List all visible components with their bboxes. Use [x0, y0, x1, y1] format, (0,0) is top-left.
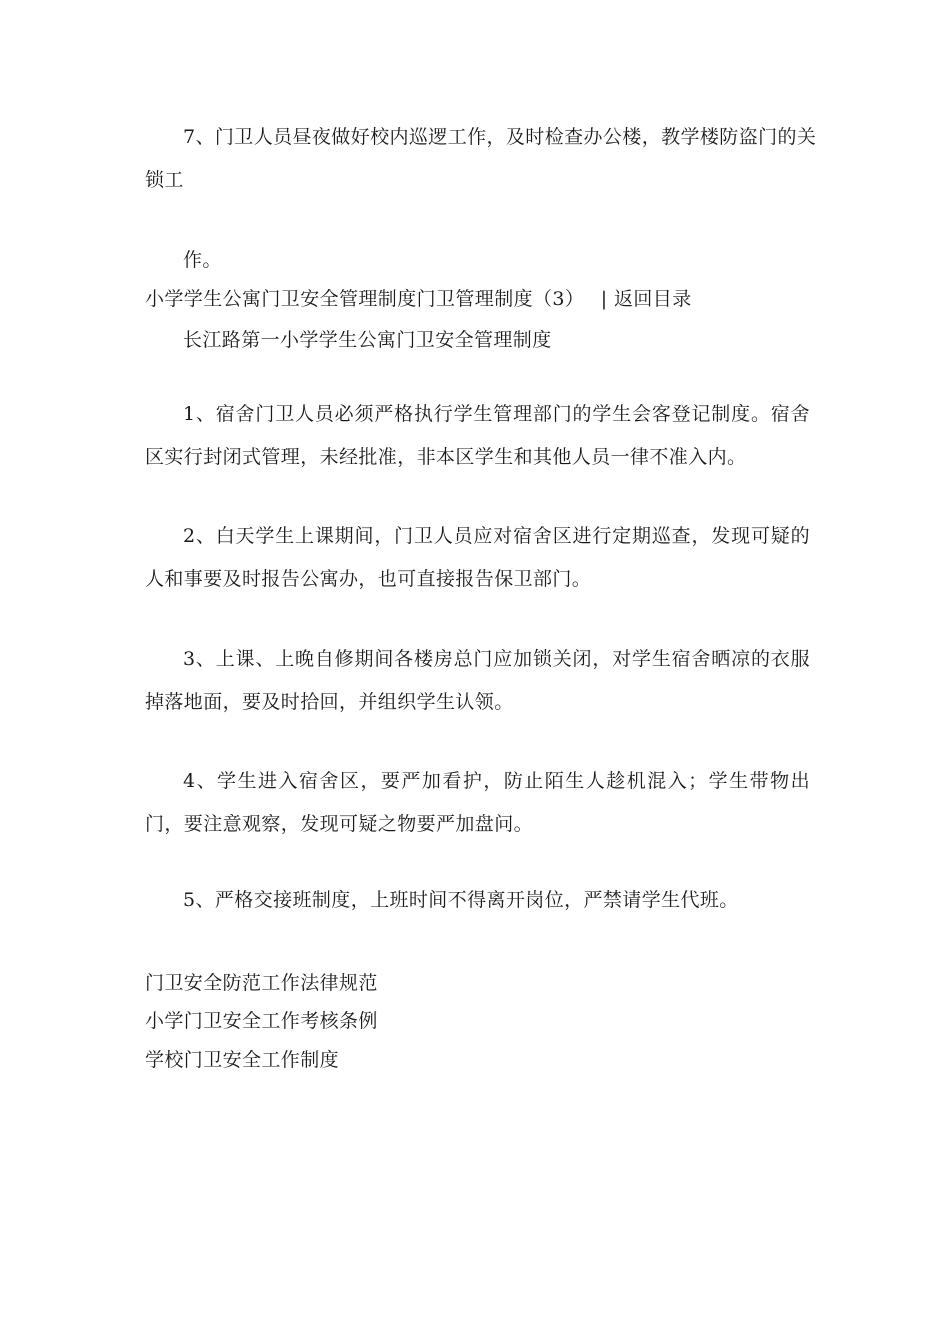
back-to-toc-link[interactable]: | 返回目录	[600, 288, 692, 310]
rule-item-3: 3、上课、上晚自修期间各楼房总门应加锁关闭，对学生宿舍晒凉的衣服掉落地面，要及时拾回，并组织学生认领。	[145, 648, 810, 713]
related-link-2[interactable]: 小学门卫安全工作考核条例	[145, 1010, 378, 1032]
rule-item-5: 5、严格交接班制度，上班时间不得离开岗位，严禁请学生代班。	[183, 889, 739, 911]
rule-item-1: 1、宿舍门卫人员必须严格执行学生管理部门的学生会客登记制度。宿舍区实行封闭式管理，未经批准，非本区学生和其他人员一律不准入内。	[145, 403, 810, 468]
item-7-text-line1: 7、门卫人员昼夜做好校内巡逻工作，及时检查办公楼，教学楼防盗门的关	[183, 126, 817, 148]
related-link-3[interactable]: 学校门卫安全工作制度	[145, 1049, 340, 1071]
item-7-text-line3: 作。	[183, 249, 222, 271]
related-link-1[interactable]: 门卫安全防范工作法律规范	[145, 972, 378, 994]
rule-item-2: 2、白天学生上课期间，门卫人员应对宿舍区进行定期巡查，发现可疑的人和事要及时报告公寓办，也可直接报告保卫部门。	[145, 525, 810, 590]
document-subtitle: 长江路第一小学学生公寓门卫安全管理制度	[183, 329, 552, 351]
section-title: 小学学生公寓门卫安全管理制度门卫管理制度（3）	[145, 288, 585, 310]
section-title-row	[145, 286, 692, 312]
item-7-text-line2: 锁工	[145, 169, 184, 191]
rule-item-4: 4、学生进入宿舍区，要严加看护，防止陌生人趁机混入；学生带物出门，要注意观察，发现可疑之物要严加盘问。	[145, 770, 810, 835]
